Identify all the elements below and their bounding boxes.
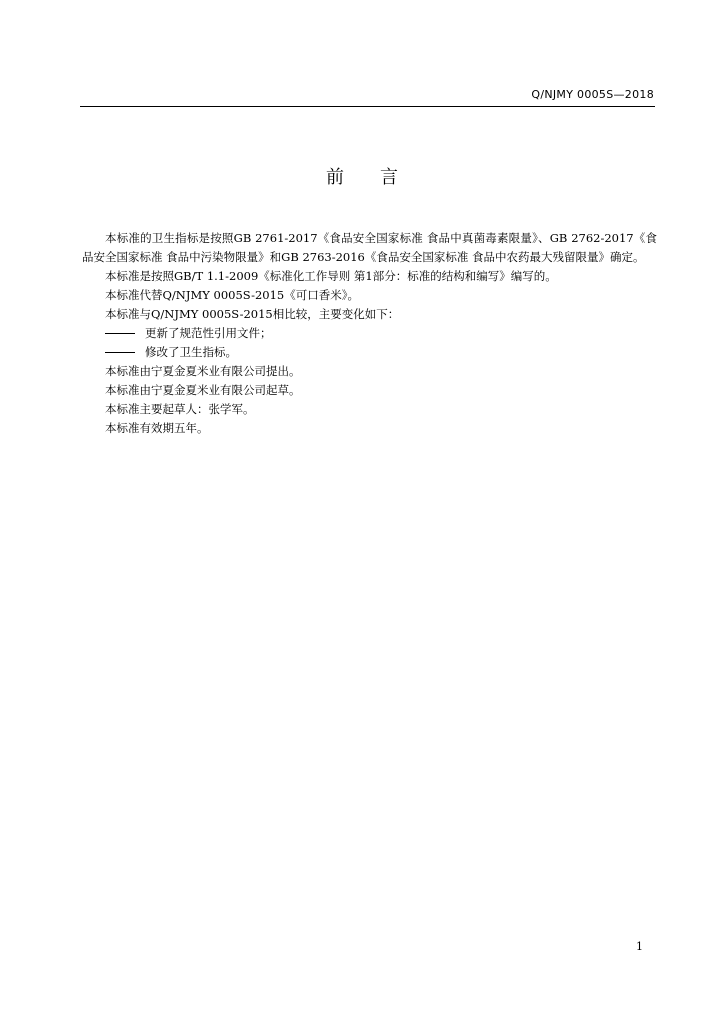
paragraph-main-drafter: 本标准主要起草人：张学军。 bbox=[105, 402, 255, 416]
list-item bbox=[82, 343, 657, 362]
paragraph-replaces: 本标准代替Q/NJMY 0005S-2015《可口香米》。 bbox=[105, 288, 359, 302]
change-item-text: 修改了卫生指标。 bbox=[145, 345, 237, 359]
paragraph-changes-intro: 本标准与Q/NJMY 0005S-2015相比较，主要变化如下： bbox=[105, 307, 400, 321]
document-body bbox=[82, 229, 657, 438]
header-divider bbox=[80, 106, 655, 107]
dash-marker bbox=[105, 333, 135, 334]
page-number: 1 bbox=[636, 940, 643, 953]
paragraph-drafted-by: 本标准由宁夏金夏米业有限公司起草。 bbox=[105, 383, 301, 397]
paragraph-proposed-by: 本标准由宁夏金夏米业有限公司提出。 bbox=[105, 364, 301, 378]
paragraph-hygiene-indicators: 本标准的卫生指标是按照GB 2761-2017《食品安全国家标准 食品中真菌毒素限量》、GB 2762-2017《食品安全国家标准 食品中污染物限量》和GB 2763-2016《食品安全国家标准 食品中农药最大残留限量》确定。 bbox=[82, 231, 657, 264]
paragraph-drafting-basis: 本标准是按照GB/T 1.1-2009《标准化工作导则 第1部分：标准的结构和编写》编写的。 bbox=[105, 269, 557, 283]
standard-code: Q/NJMY 0005S—2018 bbox=[531, 88, 654, 101]
change-item-text: 更新了规范性引用文件； bbox=[145, 326, 272, 340]
paragraph-validity: 本标准有效期五年。 bbox=[105, 421, 209, 435]
dash-marker bbox=[105, 352, 135, 353]
list-item bbox=[82, 324, 657, 343]
page-title: 前 言 bbox=[326, 167, 398, 188]
